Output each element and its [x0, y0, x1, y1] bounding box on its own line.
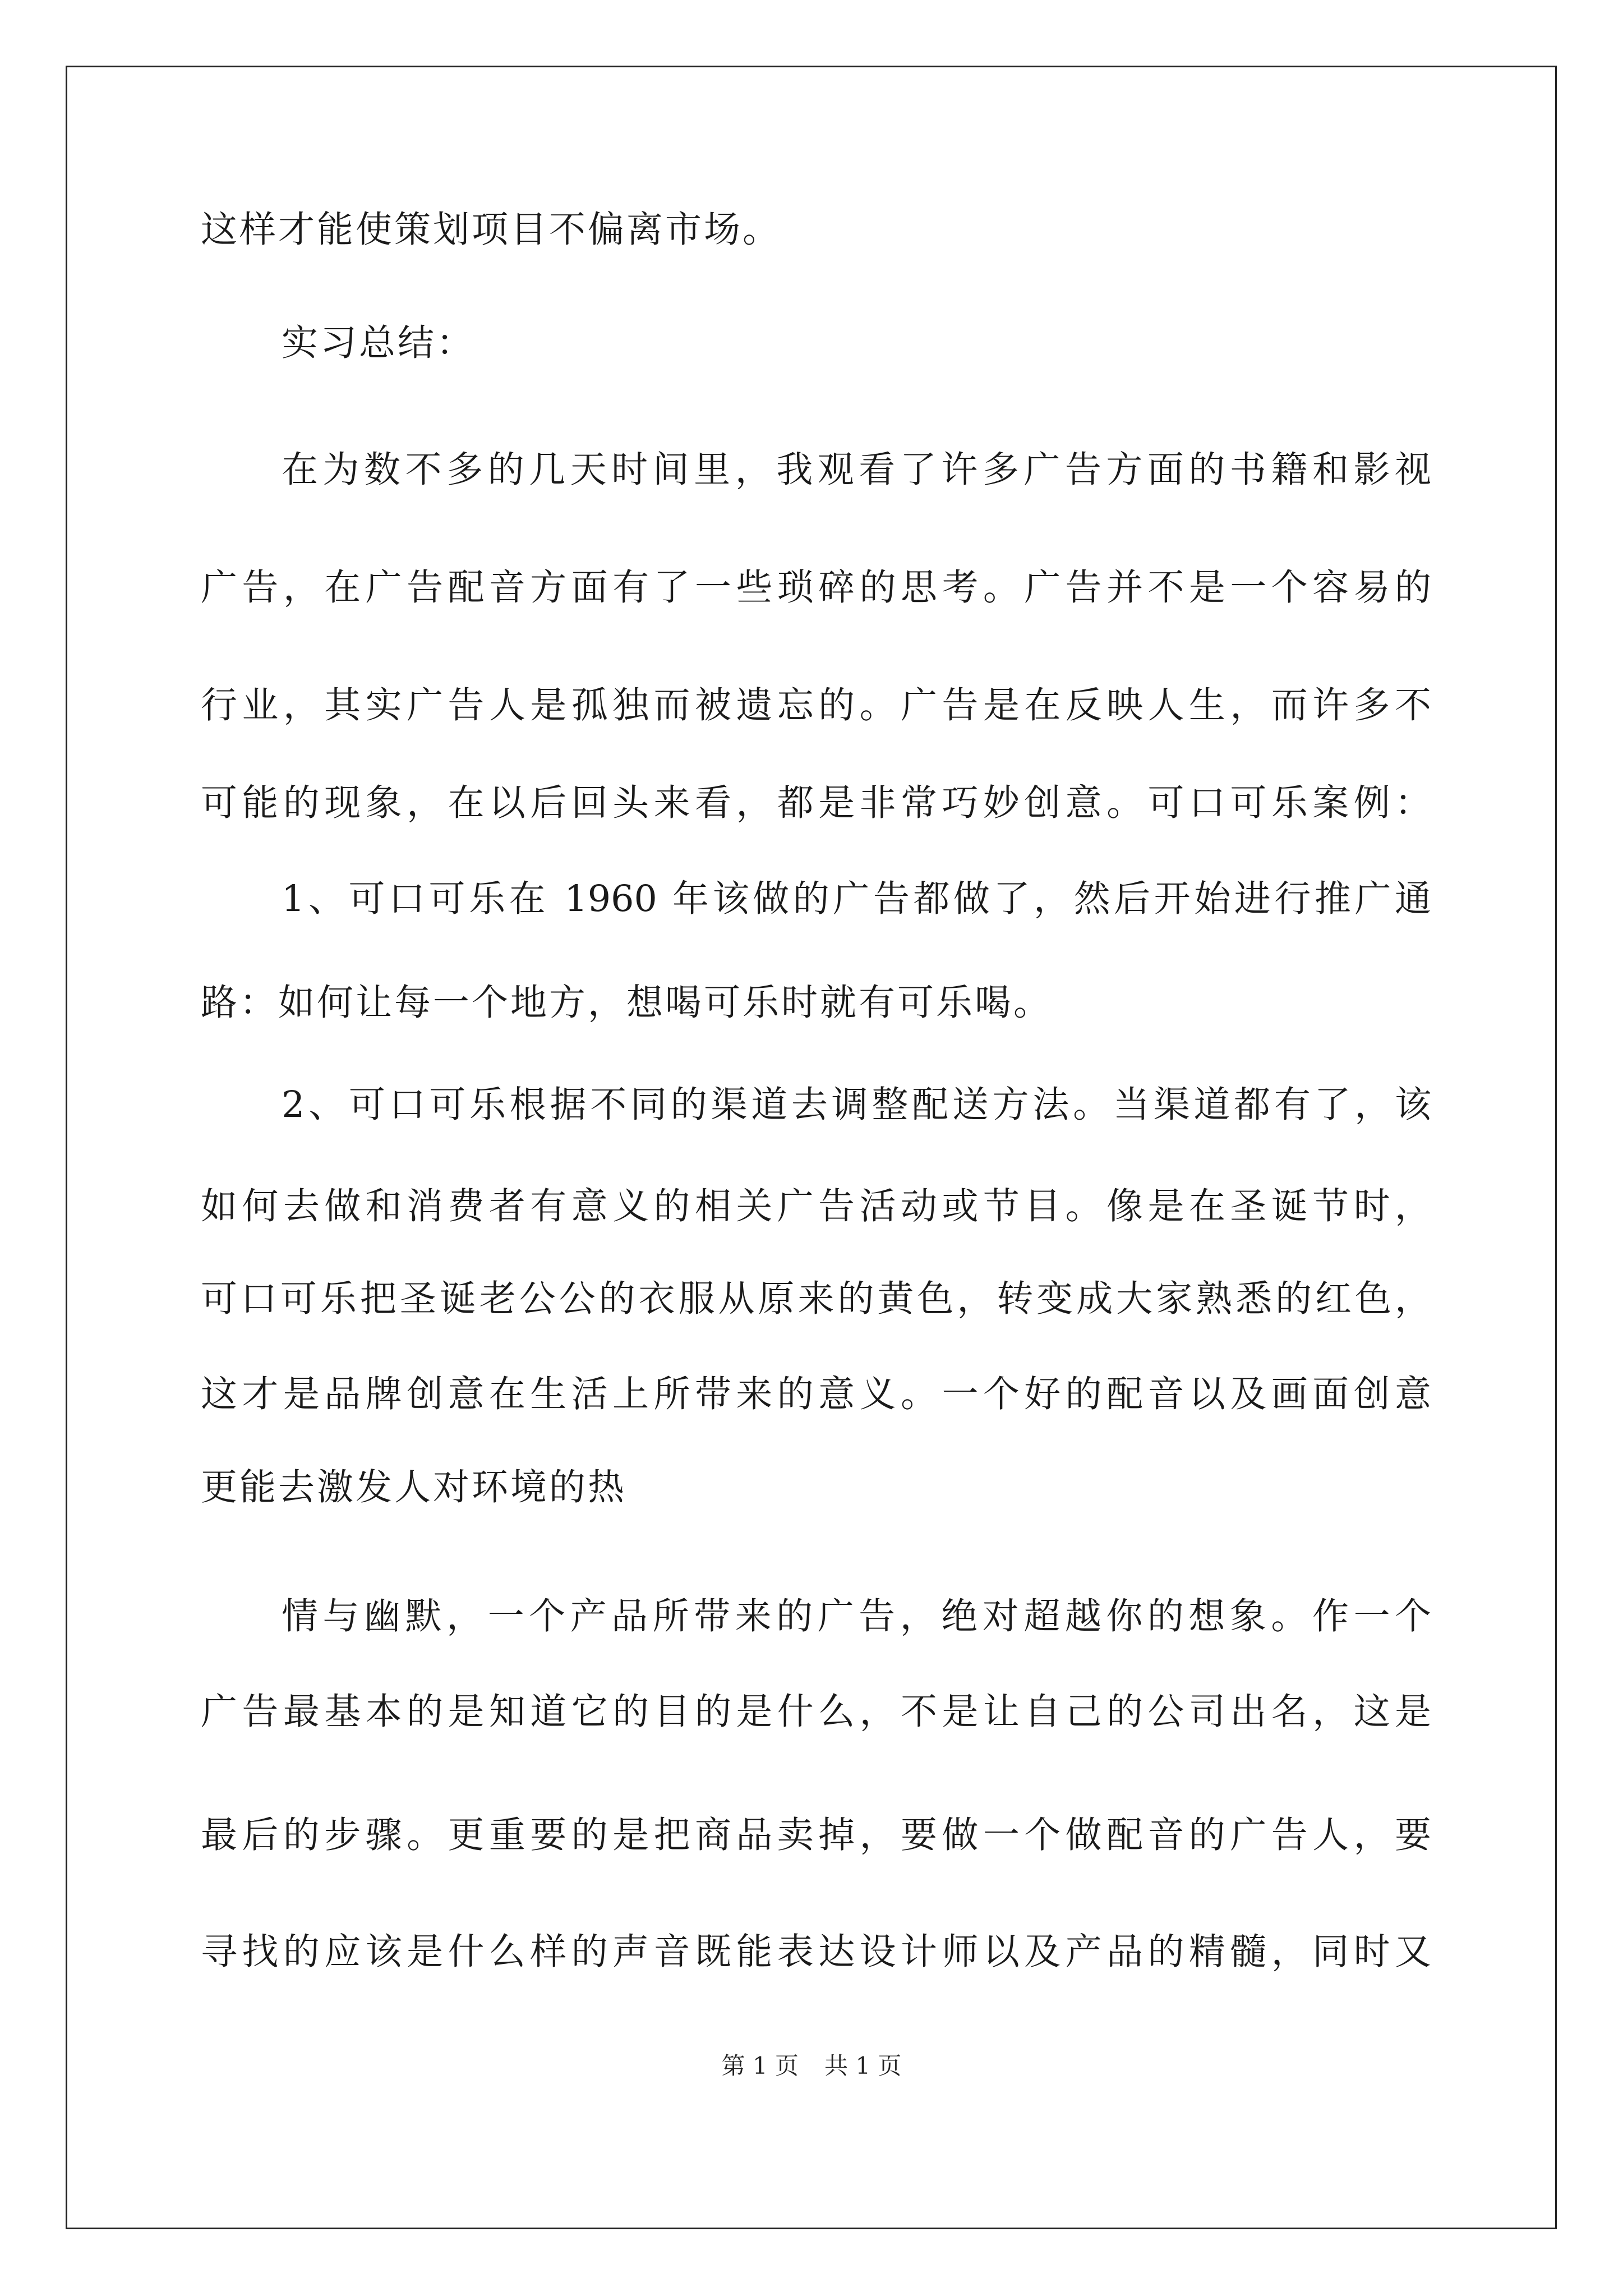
- text-line: 在为数不多的几天时间里，我观看了许多广告方面的书籍和影视: [282, 449, 1431, 491]
- text-line: 广告，在广告配音方面有了一些琐碎的思考。广告并不是一个容易的: [201, 567, 1431, 609]
- page-border: [66, 66, 1557, 2229]
- text-line: 最后的步骤。更重要的是把商品卖掉，要做一个做配音的广告人，要: [201, 1814, 1431, 1856]
- section-heading: 实习总结：: [282, 322, 476, 364]
- text-line: 情与幽默，一个产品所带来的广告，绝对超越你的想象。作一个: [282, 1595, 1431, 1637]
- text-line: 行业，其实广告人是孤独而被遗忘的。广告是在反映人生，而许多不: [201, 684, 1431, 726]
- text-line: 这才是品牌创意在生活上所带来的意义。一个好的配音以及画面创意: [201, 1373, 1431, 1415]
- text-line: 2、可口可乐根据不同的渠道去调整配送方法。当渠道都有了，该: [282, 1084, 1431, 1126]
- page-total: 共 1 页: [824, 2052, 902, 2079]
- page-footer: [0, 2052, 1623, 2080]
- text-line: 寻找的应该是什么样的声音既能表达设计师以及产品的精髓，同时又: [201, 1931, 1431, 1973]
- text-line: 如何去做和消费者有意义的相关广告活动或节目。像是在圣诞节时，: [201, 1185, 1431, 1227]
- text-line: 路：如何让每一个地方，想喝可乐时就有可乐喝。: [201, 982, 1053, 1024]
- text-line: 可能的现象，在以后回头来看，都是非常巧妙创意。可口可乐案例：: [201, 782, 1431, 824]
- text-line: 这样才能使策划项目不偏离市场。: [201, 209, 782, 251]
- page-number: 第 1 页: [721, 2052, 799, 2079]
- text-line: 1、可口可乐在 1960 年该做的广告都做了，然后开始进行推广通: [282, 878, 1431, 920]
- text-line: 可口可乐把圣诞老公公的衣服从原来的黄色，转变成大家熟悉的红色，: [201, 1278, 1431, 1320]
- text-line: 更能去激发人对环境的热: [201, 1466, 627, 1508]
- text-line: 广告最基本的是知道它的目的是什么，不是让自己的公司出名，这是: [201, 1691, 1431, 1733]
